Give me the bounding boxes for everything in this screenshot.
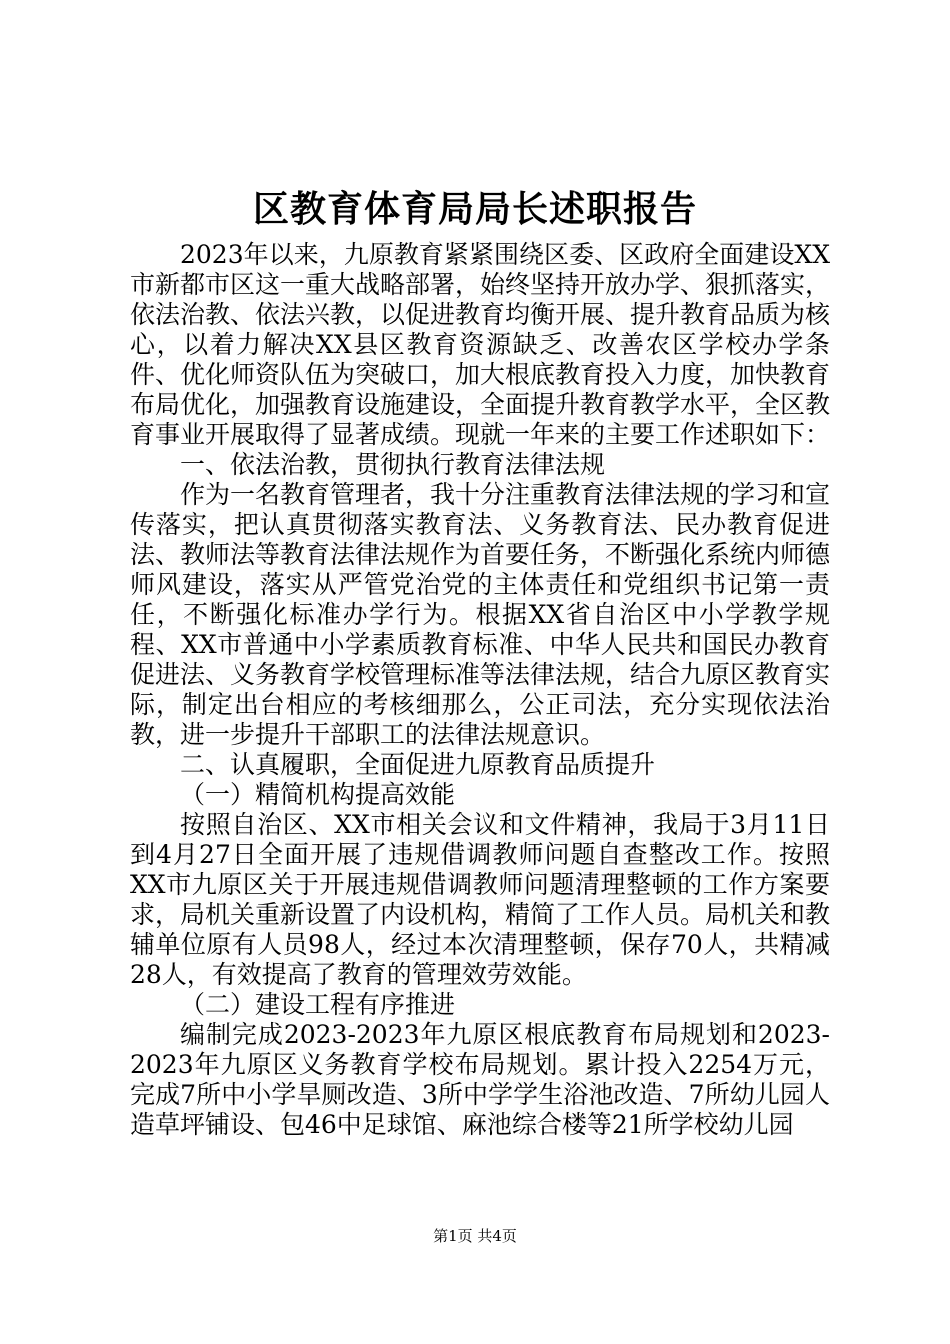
paragraph-subsection-1: 按照自治区、XX市相关会议和文件精神，我局于3月11日到4月27日全面开展了违规借调教师问题自查整改工作。按照XX市九原区关于开展违规借调教师问题清理整顿的工作方案要求，局机关重新设置了内设机构，精简了工作人员。局机关和教辅单位原有人员98人，经过本次清理整顿，保存70人，共精减28人，有效提高了教育的管理效劳效能。	[130, 810, 831, 989]
page-footer: 第1页 共4页	[433, 1227, 517, 1245]
subsection-heading-1: （一）精简机构提高效能	[180, 780, 456, 809]
paragraph-subsection-2: 编制完成2023-2023年九原区根底教育布局规划和2023-2023年九原区义务教育学校布局规划。累计投入2254万元，完成7所中小学旱厕改造、3所中学学生浴池改造、7所幼儿园人造草坪铺设、包46中足球馆、麻池综合楼等21所学校幼儿园	[130, 1020, 830, 1139]
paragraph-section-1: 作为一名教育管理者，我十分注重教育法律法规的学习和宣传落实，把认真贯彻落实教育法、义务教育法、民办教育促进法、教师法等教育法律法规作为首要任务，不断强化系统内师德师风建设，落实从严管党治党的主体责任和党组织书记第一责任，不断强化标准办学行为。根据XX省自治区中小学教学规程、XX市普通中小学素质教育标准、中华人民共和国民办教育促进法、义务教育学校管理标准等法律法规，结合九原区教育实际，制定出台相应的考核细那么，公正司法，充分实现依法治教，进一步提升干部职工的法律法规意识。	[130, 480, 831, 749]
page-title: 区教育体育局局长述职报告	[252, 188, 697, 230]
document-body	[130, 240, 830, 1140]
section-heading-2: 二、认真履职，全面促进九原教育品质提升	[180, 750, 656, 779]
paragraph-intro: 2023年以来，九原教育紧紧围绕区委、区政府全面建设XX市新都市区这一重大战略部署，始终坚持开放办学、狠抓落实，依法治教、依法兴教，以促进教育均衡开展、提升教育品质为核心，以着力解决XX县区教育资源缺乏、改善农区学校办学条件、优化师资队伍为突破口，加大根底教育投入力度，加快教育布局优化，加强教育设施建设，全面提升教育教学水平，全区教育事业开展取得了显著成绩。现就一年来的主要工作述职如下：	[130, 240, 831, 449]
section-heading-1: 一、依法治教，贯彻执行教育法律法规	[180, 450, 606, 479]
subsection-heading-2: （二）建设工程有序推进	[180, 990, 456, 1019]
